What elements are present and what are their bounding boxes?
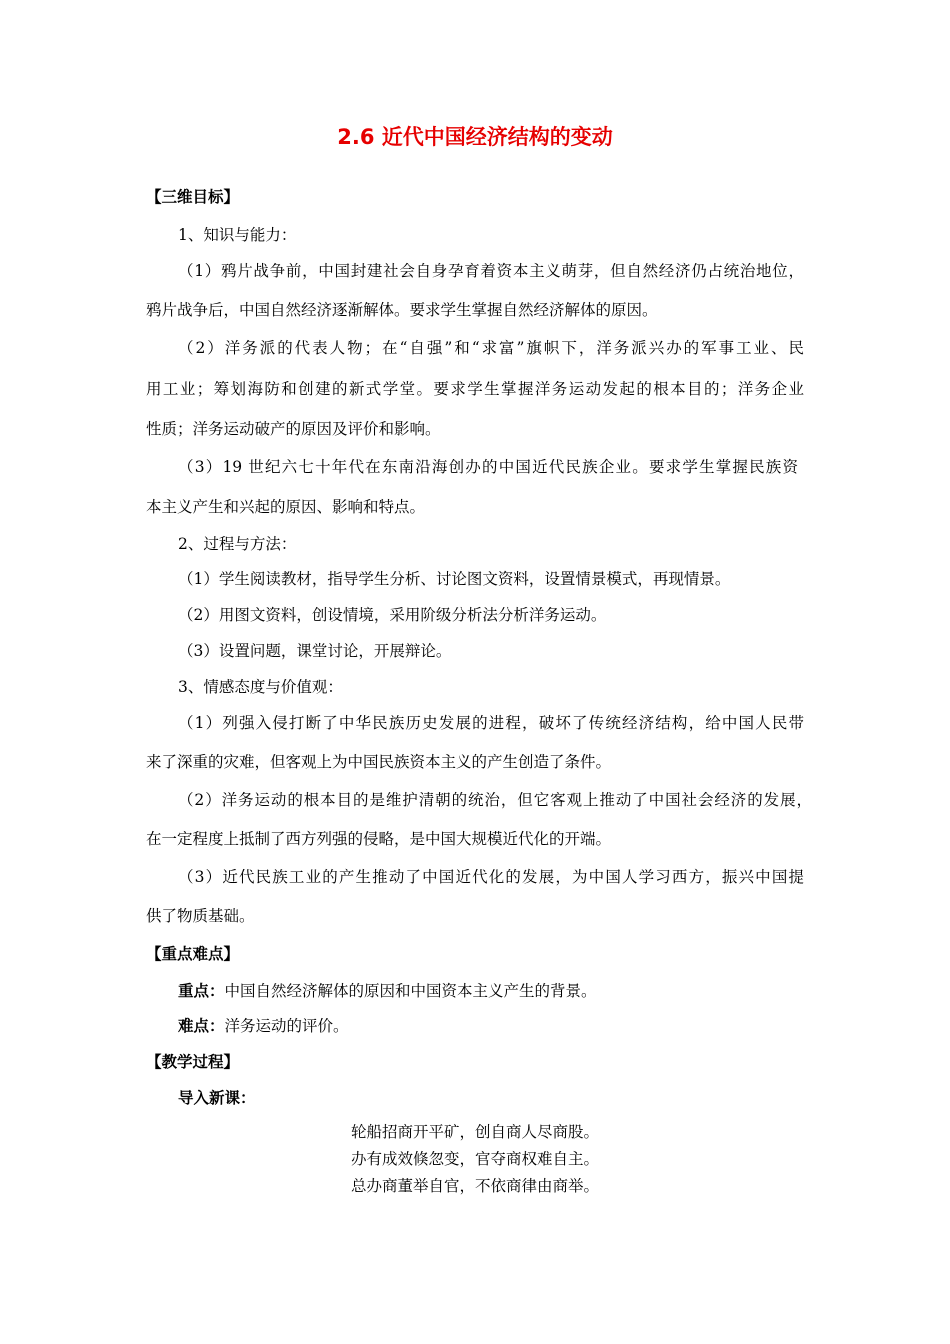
objectives-heading: 【三维目标】: [146, 188, 240, 206]
process-item-2: （2）用图文资料，创设情境，采用阶级分析法分析洋务运动。: [178, 606, 607, 624]
difficult-point-label: 难点：: [178, 1017, 225, 1035]
values-item-2-line-1: （2）洋务运动的根本目的是维护清朝的统治，但它客观上推动了中国社会经济的发展，: [178, 791, 812, 809]
knowledge-item-3-line-1: （3）19 世纪六七十年代在东南沿海创办的中国近代民族企业。要求学生掌握民族资: [178, 458, 798, 476]
difficult-point-row: [178, 1015, 349, 1037]
values-heading: 3、情感态度与价值观：: [178, 678, 343, 696]
knowledge-item-3-line-2: 本主义产生和兴起的原因、影响和特点。: [146, 498, 426, 516]
knowledge-item-2-line-3: 性质；洋务运动破产的原因及评价和影响。: [146, 420, 441, 438]
key-point-row: [178, 980, 597, 1002]
values-item-1-line-1: （1）列强入侵打断了中华民族历史发展的进程，破坏了传统经济结构，给中国人民带: [178, 714, 804, 732]
poem-line-3: 总办商董举自官，不依商律由商举。: [350, 1177, 599, 1195]
difficult-point-text: 洋务运动的评价。: [224, 1017, 349, 1035]
process-item-1: （1）学生阅读教材，指导学生分析、讨论图文资料，设置情景模式，再现情景。: [178, 570, 731, 588]
key-points-heading: 【重点难点】: [146, 945, 240, 963]
knowledge-heading: 1、知识与能力：: [178, 226, 297, 244]
knowledge-item-1-line-1: （1）鸦片战争前，中国封建社会自身孕育着资本主义萌芽，但自然经济仍占统治地位，: [178, 262, 804, 280]
values-item-1-line-2: 来了深重的灾难，但客观上为中国民族资本主义的产生创造了条件。: [146, 753, 612, 771]
key-point-text: 中国自然经济解体的原因和中国资本主义产生的背景。: [224, 982, 597, 1000]
knowledge-item-1-line-2: 鸦片战争后，中国自然经济逐渐解体。要求学生掌握自然经济解体的原因。: [146, 301, 658, 319]
process-heading: 2、过程与方法：: [178, 535, 297, 553]
values-item-3-line-2: 供了物质基础。: [146, 907, 255, 925]
knowledge-item-2-line-1: （2）洋务派的代表人物；在“自强”和“求富”旗帜下，洋务派兴办的军事工业、民: [178, 339, 804, 357]
document-title: 2.6 近代中国经济结构的变动: [337, 125, 613, 149]
process-item-3: （3）设置问题，课堂讨论，开展辩论。: [178, 642, 452, 660]
poem-line-1: 轮船招商开平矿，创自商人尽商股。: [350, 1123, 599, 1141]
key-point-label: 重点：: [178, 982, 225, 1000]
knowledge-item-2-line-2: 用工业；筹划海防和创建的新式学堂。要求学生掌握洋务运动发起的根本目的；洋务企业: [146, 380, 804, 398]
poem-line-2: 办有成效倏忽变，官夺商权难自主。: [350, 1150, 599, 1168]
teaching-process-heading: 【教学过程】: [146, 1053, 240, 1071]
values-item-2-line-2: 在一定程度上抵制了西方列强的侵略，是中国大规模近代化的开端。: [146, 830, 612, 848]
intro-label: 导入新课：: [178, 1089, 256, 1107]
values-item-3-line-1: （3）近代民族工业的产生推动了中国近代化的发展，为中国人学习西方，振兴中国提: [178, 868, 804, 886]
